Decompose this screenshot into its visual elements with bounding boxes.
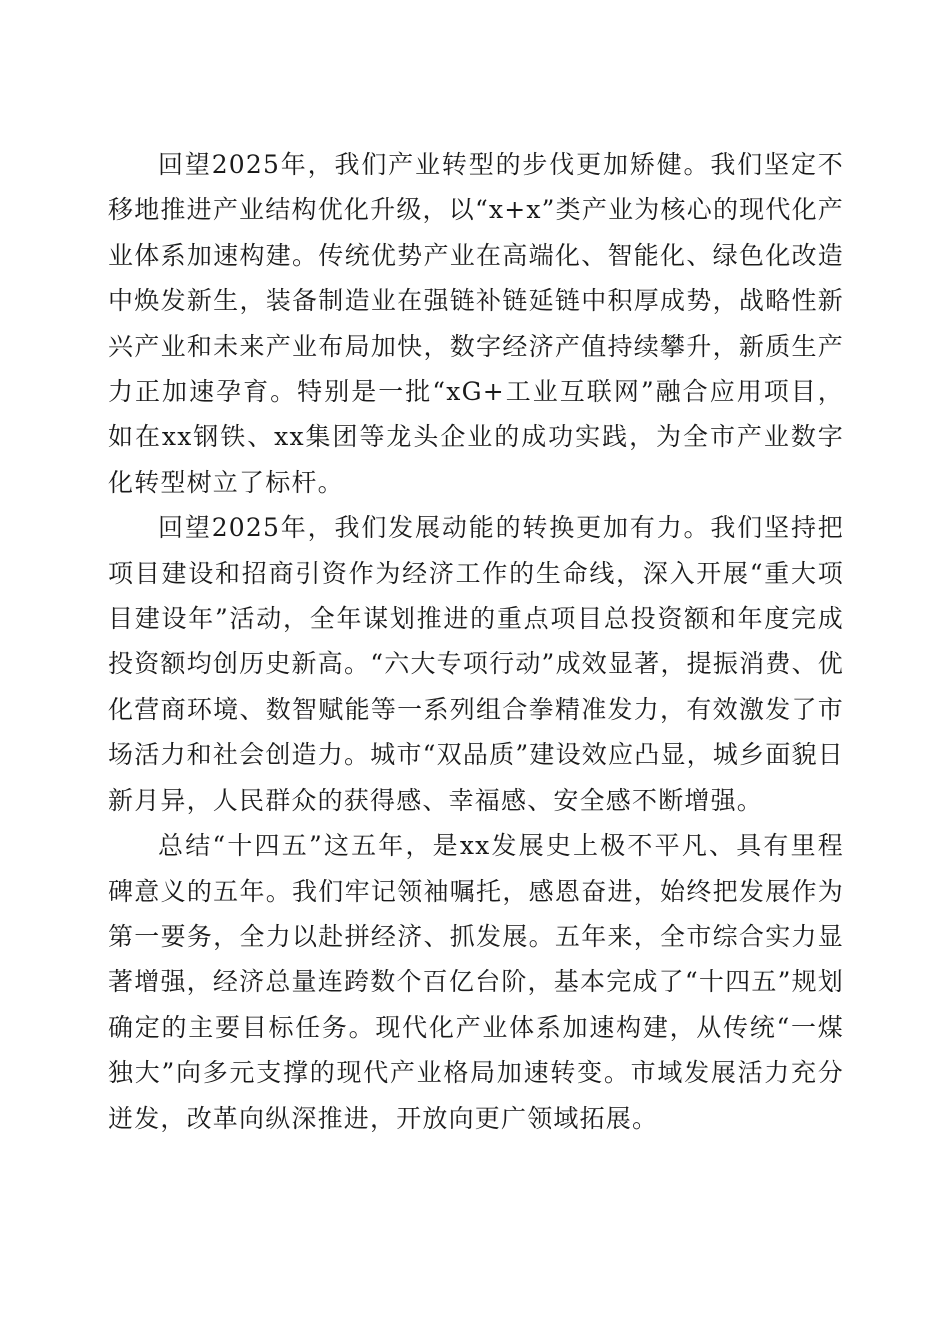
paragraph-1: 回望2025年，我们产业转型的步伐更加矫健。我们坚定不移地推进产业结构优化升级，以“x+x”类产业为核心的现代化产业体系加速构建。传统优势产业在高端化、智能化、绿色化改造中焕发新生，装备制造业在强链补链延链中积厚成势，战略性新兴产业和未来产业布局加快，数字经济产值持续攀升，新质生产力正加速孕育。特别是一批“xG+工业互联网”融合应用项目，如在xx钢铁、xx集团等龙头企业的成功实践，为全市产业数字化转型树立了标杆。 [108,150,844,497]
paragraph-2: 回望2025年，我们发展动能的转换更加有力。我们坚持把项目建设和招商引资作为经济工作的生命线，深入开展“重大项目建设年”活动，全年谋划推进的重点项目总投资额和年度完成投资额均创历史新高。“六大专项行动”成效显著，提振消费、优化营商环境、数智赋能等一系列组合拳精准发力，有效激发了市场活力和社会创造力。城市“双品质”建设效应凸显，城乡面貌日新月异，人民群众的获得感、幸福感、安全感不断增强。 [108,513,844,815]
document-body [108,142,844,1141]
paragraph-3: 总结“十四五”这五年，是xx发展史上极不平凡、具有里程碑意义的五年。我们牢记领袖嘱托，感恩奋进，始终把发展作为第一要务，全力以赴拼经济、抓发展。五年来，全市综合实力显著增强，经济总量连跨数个百亿台阶，基本完成了“十四五”规划确定的主要目标任务。现代化产业体系加速构建，从传统“一煤独大”向多元支撑的现代产业格局加速转变。市域发展活力充分迸发，改革向纵深推进，开放向更广领域拓展。 [108,831,844,1133]
